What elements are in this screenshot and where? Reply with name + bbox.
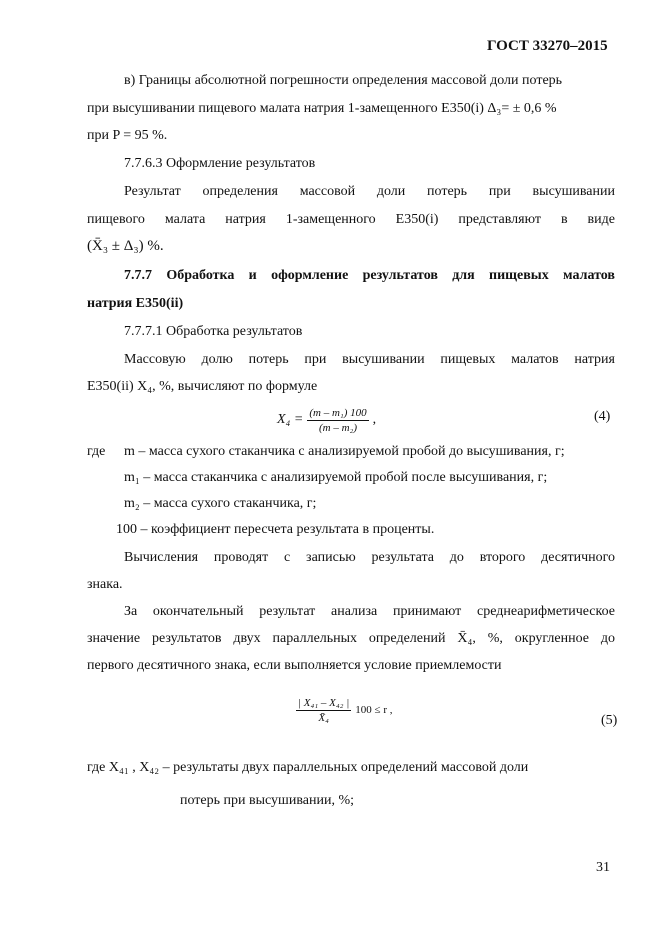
formula-4-denominator: (m – m₂) — [319, 421, 358, 434]
formula-4 — [277, 402, 376, 438]
formula-4-numerator: (m – m₁) 100 — [309, 406, 367, 419]
where5-line2: потерь при высушивании, %; — [180, 793, 354, 808]
formula-5-number: (5) — [601, 713, 618, 728]
formula-4-number: (4) — [594, 409, 611, 424]
section-heading-7771: 7.7.7.1 Обработка результатов — [124, 324, 303, 339]
final-para-line1: За окончательный результат анализа принимают среднеарифметическое — [124, 604, 615, 619]
formula-5-denominator: X̄₄ — [318, 711, 329, 724]
formula-5-tail: 100 ≤ r , — [355, 704, 393, 716]
para-b-line1: в) Границы абсолютной погрешности определения массовой доли потерь — [124, 73, 563, 88]
formula-4-comma: , — [372, 412, 377, 427]
where-m2: m₂ – масса сухого стаканчика, г; — [124, 496, 317, 511]
result-para-line1: Результат определения массовой доли потерь при высушивании — [124, 184, 615, 199]
where-m1: m₁ – масса стаканчика с анализируемой пробой после высушивания, г; — [124, 470, 548, 485]
result-para-line3: (X̄₃ ± Δ₃) %. — [87, 238, 164, 254]
calc-para-line1: Массовую долю потерь при высушивании пищевых малатов натрия — [124, 352, 615, 367]
where5-line1: где X₄₁ , X₄₂ – результаты двух параллельных определений массовой доли — [87, 760, 529, 775]
final-para-line2: значение результатов двух параллельных определений X̄₄, %, округленное до — [87, 631, 615, 646]
calc-para-line2: Е350(ii) X₄, %, вычисляют по формуле — [87, 379, 318, 394]
calc-note-line1: Вычисления проводят с записью результата до второго десятичного — [124, 550, 615, 565]
where-m: m – масса сухого стаканчика с анализируемой пробой до высушивания, г; — [124, 444, 565, 459]
formula-5-numerator: | X₄₁ – X₄₂ | — [298, 696, 350, 709]
formula-5-fraction — [296, 697, 351, 724]
result-para-line2: пищевого малата натрия 1-замещенного Е350(i) представляют в виде — [87, 212, 615, 227]
section-heading-777-line1: 7.7.7 Обработка и оформление результатов для пищевых малатов — [124, 268, 615, 283]
where-label-4: где — [87, 444, 106, 459]
section-heading-777-line2: натрия Е350(ii) — [87, 296, 184, 311]
final-para-line3: первого десятичного знака, если выполняется условие приемлемости — [87, 658, 502, 673]
formula-5 — [296, 688, 393, 732]
section-heading-7763: 7.7.6.3 Оформление результатов — [124, 156, 316, 171]
formula-4-lhs: X₄ = — [277, 412, 304, 427]
standard-header: ГОСТ 33270–2015 — [487, 38, 608, 54]
page-number: 31 — [596, 860, 610, 875]
calc-note-line2: знака. — [87, 577, 123, 592]
para-b-line2: при высушивании пищевого малата натрия 1-замещенного Е350(i) Δ₃= ± 0,6 % — [87, 101, 557, 116]
para-b-line3: при P = 95 %. — [87, 128, 168, 143]
where-100: 100 – коэффициент пересчета результата в проценты. — [116, 522, 435, 537]
formula-4-fraction — [307, 407, 368, 434]
